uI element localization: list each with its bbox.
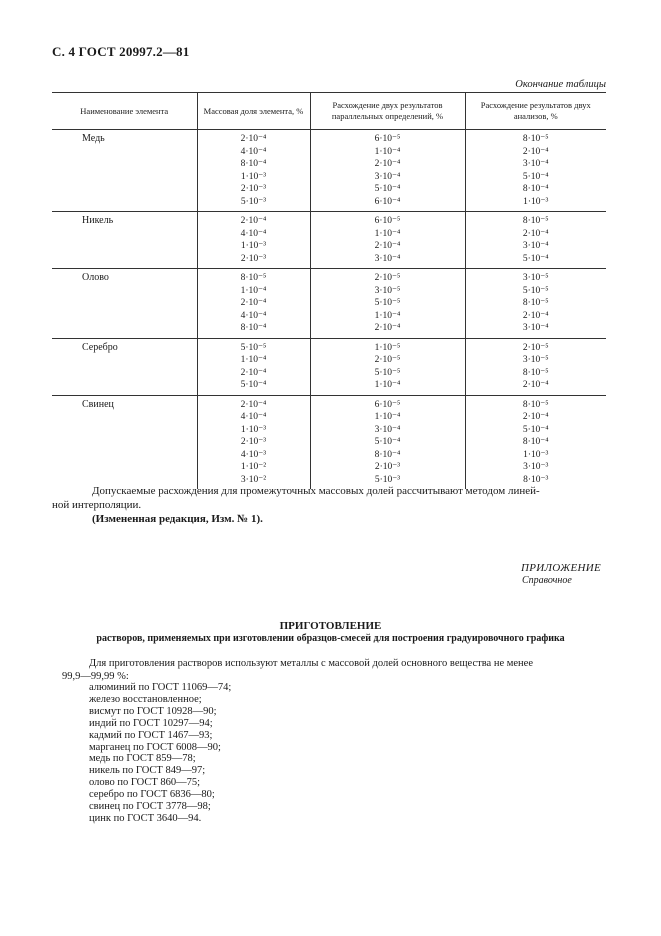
mass-value: 5·10⁻⁵: [240, 342, 267, 353]
analyses-value: 2·10⁻⁵: [522, 342, 549, 353]
parallel-value: 1·10⁻⁴: [374, 228, 401, 239]
analyses-value: 2·10⁻⁴: [522, 310, 549, 321]
list-item: марганец по ГОСТ 6008—90;: [89, 741, 221, 753]
parallel-value: 3·10⁻⁴: [374, 253, 401, 264]
metals-list: [89, 682, 231, 825]
mass-value: 4·10⁻⁴: [240, 310, 267, 321]
intro-line-2: 99,9—99,99 %:: [62, 670, 129, 682]
list-item: алюминий по ГОСТ 11069—74;: [89, 682, 232, 693]
analyses-value: 8·10⁻⁴: [522, 437, 549, 447]
analyses-values-cell: [465, 269, 606, 339]
table-row: [52, 212, 606, 269]
parallel-values-cell: [310, 395, 465, 489]
parallel-value: 6·10⁻⁴: [374, 196, 401, 207]
appendix-intro: [62, 658, 604, 683]
analyses-value: 5·10⁻⁴: [522, 171, 549, 182]
parallel-value: 2·10⁻⁴: [374, 241, 401, 251]
element-name-cell: Медь: [52, 130, 197, 212]
mass-value: 8·10⁻⁵: [240, 273, 267, 283]
parallel-value: 1·10⁻⁴: [374, 310, 401, 321]
parallel-values-cell: [310, 130, 465, 212]
mass-value: 2·10⁻⁴: [240, 399, 267, 410]
parallel-value: 5·10⁻⁵: [374, 367, 401, 378]
table-row: [52, 338, 606, 395]
mass-value: 8·10⁻⁴: [240, 323, 267, 333]
parallel-value: 2·10⁻³: [374, 462, 401, 472]
mass-value: 1·10⁻³: [240, 241, 267, 251]
analyses-value: 3·10⁻⁴: [522, 159, 549, 169]
analyses-value: 3·10⁻⁵: [522, 273, 549, 283]
analyses-value: 3·10⁻⁵: [522, 355, 549, 365]
column-header-mass-fraction: Массовая доля элемента, %: [197, 93, 310, 130]
list-item: никель по ГОСТ 849—97;: [89, 765, 206, 777]
mass-value: 8·10⁻⁴: [240, 159, 267, 169]
mass-value: 2·10⁻⁴: [240, 216, 267, 226]
parallel-value: 1·10⁻⁴: [374, 146, 401, 157]
table-continuation-label: Окончание таблицы: [515, 79, 606, 90]
column-header-parallel-discrepancy: Расхождение двух результатов параллельных определений, %: [310, 93, 465, 130]
table-header-row: [52, 93, 606, 130]
analyses-value: 2·10⁻⁴: [522, 380, 549, 390]
mass-value: 2·10⁻³: [240, 437, 267, 447]
list-item: медь по ГОСТ 859—78;: [89, 753, 196, 765]
element-name-cell: Никель: [52, 212, 197, 269]
analyses-value: 8·10⁻³: [523, 474, 549, 485]
table-body: [52, 130, 606, 490]
mass-value: 5·10⁻⁴: [240, 380, 267, 390]
parallel-value: 3·10⁻⁵: [374, 285, 401, 296]
note-line-1: Допускаемые расхождения для промежуточных массовых долей рассчитывают методом линей-: [92, 485, 540, 497]
analyses-value: 1·10⁻³: [523, 196, 549, 207]
analyses-value: 8·10⁻⁴: [522, 184, 549, 194]
parallel-value: 2·10⁻⁵: [374, 355, 401, 365]
analyses-value: 8·10⁻⁵: [522, 298, 549, 308]
mass-value: 4·10⁻⁴: [240, 228, 267, 239]
mass-values-cell: [197, 338, 310, 395]
mass-value: 3·10⁻²: [240, 474, 267, 485]
parallel-value: 8·10⁻⁴: [374, 449, 401, 460]
mass-value: 2·10⁻⁴: [240, 134, 267, 144]
parallel-value: 1·10⁻⁴: [374, 380, 401, 390]
analyses-values-cell: [465, 130, 606, 212]
appendix-kind: Справочное: [522, 575, 572, 586]
list-item: висмут по ГОСТ 10928—90;: [89, 705, 217, 717]
mass-value: 4·10⁻³: [240, 449, 267, 460]
analyses-value: 3·10⁻⁴: [522, 323, 549, 333]
parallel-values-cell: [310, 338, 465, 395]
parallel-value: 5·10⁻⁵: [374, 298, 401, 308]
parallel-value: 5·10⁻³: [374, 474, 401, 485]
parallel-value: 6·10⁻⁵: [374, 216, 401, 226]
list-item: цинк по ГОСТ 3640—94.: [89, 812, 202, 824]
parallel-value: 6·10⁻⁵: [374, 134, 401, 144]
analyses-values-cell: [465, 395, 606, 489]
appendix-label: ПРИЛОЖЕНИЕ: [521, 562, 601, 574]
note-line-2: ной интерполяции.: [52, 499, 142, 511]
parallel-value: 5·10⁻⁴: [374, 184, 401, 194]
list-item: олово по ГОСТ 860—75;: [89, 777, 201, 789]
list-item: свинец по ГОСТ 3778—98;: [89, 801, 211, 813]
mass-values-cell: [197, 212, 310, 269]
analyses-value: 5·10⁻⁴: [522, 424, 549, 435]
mass-value: 1·10⁻⁴: [240, 355, 267, 365]
analyses-value: 8·10⁻⁵: [522, 134, 549, 144]
parallel-values-cell: [310, 269, 465, 339]
mass-value: 1·10⁻³: [240, 171, 267, 182]
analyses-value: 8·10⁻⁵: [522, 216, 549, 226]
element-name-cell: Серебро: [52, 338, 197, 395]
intro-line-1: Для приготовления растворов используют металлы с массовой долей основного вещества не менее: [89, 658, 533, 669]
column-header-analyses-discrepancy: Расхождение результатов двух анализов, %: [465, 93, 606, 130]
mass-value: 5·10⁻³: [240, 196, 267, 207]
column-header-element: Наименование элемента: [52, 93, 197, 130]
parallel-value: 2·10⁻⁴: [374, 323, 401, 333]
analyses-values-cell: [465, 338, 606, 395]
mass-values-cell: [197, 130, 310, 212]
mass-value: 4·10⁻⁴: [240, 412, 267, 422]
parallel-value: 1·10⁻⁵: [374, 342, 401, 353]
element-name-cell: Олово: [52, 269, 197, 339]
analyses-value: 2·10⁻⁴: [522, 412, 549, 422]
parallel-value: 2·10⁻⁴: [374, 159, 401, 169]
parallel-value: 2·10⁻⁵: [374, 273, 401, 283]
list-item: кадмий по ГОСТ 1467—93;: [89, 729, 213, 741]
parallel-value: 5·10⁻⁴: [374, 437, 401, 447]
mass-value: 4·10⁻⁴: [240, 146, 267, 157]
tolerance-table: [52, 92, 606, 489]
analyses-value: 2·10⁻⁴: [522, 146, 549, 157]
appendix-subtitle: растворов, применяемых при изготовлении образцов-смесей для построения градуировочного графика: [96, 633, 565, 644]
mass-values-cell: [197, 269, 310, 339]
appendix-title: ПРИГОТОВЛЕНИЕ: [279, 620, 382, 632]
analyses-values-cell: [465, 212, 606, 269]
page-header: С. 4 ГОСТ 20997.2—81: [52, 44, 190, 59]
parallel-value: 6·10⁻⁵: [374, 399, 401, 410]
element-name-cell: Свинец: [82, 398, 114, 410]
parallel-value: 1·10⁻⁴: [374, 412, 401, 422]
mass-value: 2·10⁻³: [240, 184, 267, 194]
table-row: [52, 130, 606, 212]
list-item: серебро по ГОСТ 6836—80;: [89, 789, 215, 801]
analyses-value: 3·10⁻³: [523, 462, 549, 472]
interpolation-note: [52, 484, 604, 512]
list-item: индий по ГОСТ 10297—94;: [89, 717, 213, 729]
mass-value: 1·10⁻²: [240, 462, 267, 472]
analyses-value: 8·10⁻⁵: [522, 367, 549, 378]
parallel-value: 3·10⁻⁴: [374, 424, 401, 435]
mass-value: 2·10⁻⁴: [240, 367, 267, 378]
parallel-value: 3·10⁻⁴: [374, 171, 401, 182]
analyses-value: 5·10⁻⁵: [522, 285, 549, 296]
list-item: железо восстановленное;: [89, 693, 202, 705]
analyses-value: 1·10⁻³: [523, 449, 549, 460]
mass-values-cell: [197, 395, 310, 489]
table-row: [52, 395, 606, 489]
analyses-value: 2·10⁻⁴: [522, 228, 549, 239]
parallel-values-cell: [310, 212, 465, 269]
table-row: [52, 269, 606, 339]
analyses-value: 8·10⁻⁵: [522, 399, 549, 410]
mass-value: 1·10⁻³: [240, 424, 267, 435]
analyses-value: 5·10⁻⁴: [522, 253, 549, 264]
edit-note: (Измененная редакция, Изм. № 1).: [92, 513, 263, 525]
analyses-value: 3·10⁻⁴: [522, 241, 549, 251]
mass-value: 2·10⁻⁴: [240, 298, 267, 308]
mass-value: 1·10⁻⁴: [240, 285, 267, 296]
mass-value: 2·10⁻³: [240, 253, 267, 264]
